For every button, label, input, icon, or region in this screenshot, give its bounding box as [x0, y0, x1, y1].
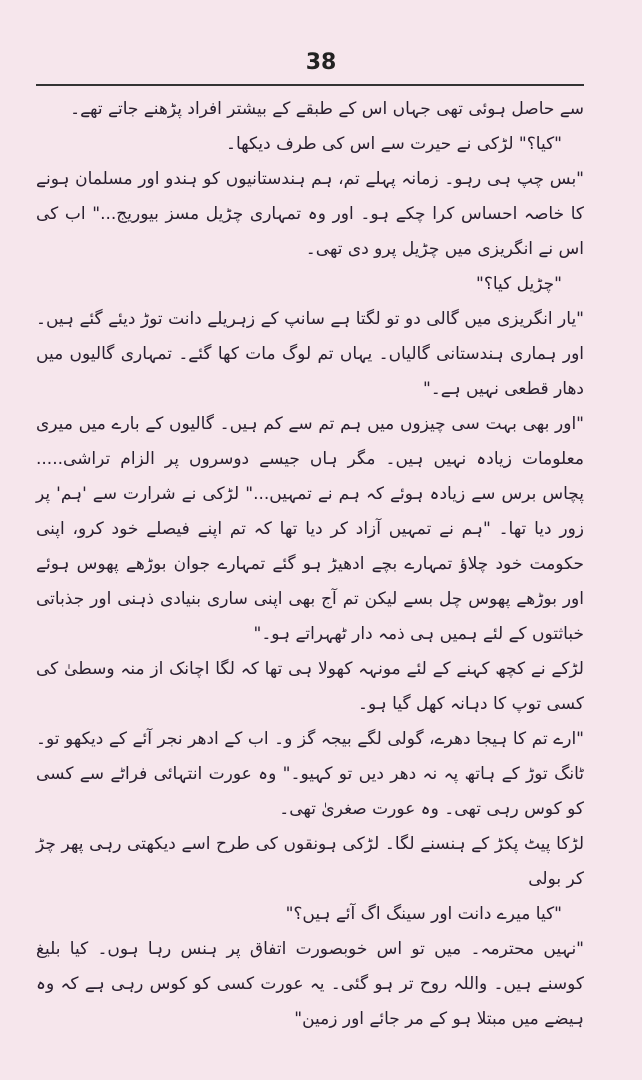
paragraph-6: "اور بھی بہت سی چیزوں میں ہم تم سے کم ہیں۔ گالیوں کے بارے میں میری معلومات زیادہ نہیں ہیں۔ مگر ہاں جیسے دوسروں پر الزام تراشی..... پچاس برس سے زیادہ ہوئے کہ ہم نے تمہیں..." لڑکی نے شرارت سے 'ہم' پر زور دیا تھا۔ "ہم نے تمہیں آزاد کر دیا تھا کہ تم اپنے فیصلے خود کرو، اپنی حکومت خود چلاؤ تمہارے بچے ادھیڑ ہو گئے تمہارے جوان بوڑھے پھوس ہوئے اور بوڑھے پھوس چل بسے لیکن تم آج بھی اپنی ساری بنیادی ذہنی اور جذباتی خباثتوں کے لئے ہمیں ہی ذمہ دار ٹھہراتے ہو۔" — [36, 414, 584, 644]
paragraph-4: "چڑیل کیا؟" — [476, 274, 562, 294]
paragraph-7: لڑکے نے کچھ کہنے کے لئے مونہہ کھولا ہی تھا کہ لگا اچانک از منہ وسطیٰ کی کسی توپ کا دہانہ کھل گیا ہو۔ — [36, 659, 584, 714]
paragraph-2: "کیا؟" لڑکی نے حیرت سے اس کی طرف دیکھا۔ — [226, 134, 562, 154]
header-rule — [36, 84, 584, 86]
paragraph-9: لڑکا پیٹ پکڑ کے ہنسنے لگا۔ لڑکی ہونقوں کی طرح اسے دیکھتی رہی پھر چڑ کر بولی — [36, 834, 584, 889]
body-text — [36, 92, 584, 1037]
page-number: 38 — [305, 50, 337, 75]
paragraph-1: سے حاصل ہوئی تھی جہاں اس کے طبقے کے بیشتر افراد پڑھنے جاتے تھے۔ — [70, 99, 584, 119]
paragraph-3: "بس چپ ہی رہو۔ زمانہ پہلے تم، ہم ہندستانیوں کو ہندو اور مسلمان ہونے کا خاصہ احساس کرا چکے ہو۔ اور وہ تمہاری چڑیل مسز بیوریج..." اب کی اس نے انگریزی میں چڑیل پرو دی تھی۔ — [36, 169, 584, 259]
paragraph-5: "یار انگریزی میں گالی دو تو لگتا ہے سانپ کے زہریلے دانت توڑ دیئے گئے ہیں۔ اور ہماری ہندستانی گالیاں۔ یہاں تم لوگ مات کھا گئے۔ تمہاری گالیوں میں دھار قطعی نہیں ہے۔" — [36, 309, 584, 399]
paragraph-11: "نہیں محترمہ۔ میں تو اس خوبصورت اتفاق پر ہنس رہا ہوں۔ کیا بلیغ کوسنے ہیں۔ واللہ روح تر ہو گئی۔ یہ عورت کسی کو کوس رہی ہے کہ وہ ہیضے میں مبتلا ہو کے مر جائے اور زمین" — [36, 939, 584, 1029]
paragraph-10: "کیا میرے دانت اور سینگ اگ آئے ہیں؟" — [285, 904, 562, 924]
paragraph-8: "ارے تم کا ہیجا دھرے، گولی لگے بیجہ گز و۔ اب کے ادھر نجر آئے کے دیکھو تو۔ ٹانگ توڑ کے ہاتھ پہ نہ دھر دیں تو کہیو۔" وہ عورت انتہائی فراٹے سے کسی کو کوس رہی تھی۔ وہ عورت صغریٰ تھی۔ — [36, 729, 584, 819]
